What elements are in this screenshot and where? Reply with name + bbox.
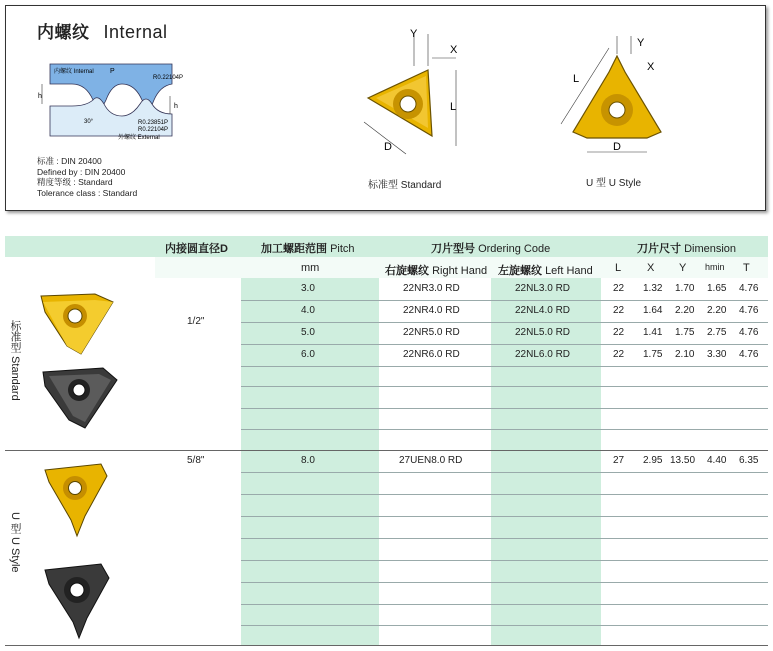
- note-defined-by: Defined by : DIN 20400: [37, 166, 126, 177]
- u-l-label: L: [573, 73, 580, 85]
- table-cell-right-code: 27UEN8.0 RD: [399, 455, 463, 466]
- table-cell-pitch: 5.0: [301, 327, 315, 338]
- row-line: [241, 582, 768, 583]
- u-style-insert-gold-photo: [41, 460, 111, 540]
- table-cell-T: 6.35: [739, 455, 759, 466]
- table-cell-right-code: 22NR6.0 RD: [403, 349, 460, 360]
- r1-label: R0.22104P: [153, 75, 184, 81]
- table-cell-Y: 1.70: [675, 283, 695, 294]
- table-cell-X: 1.75: [643, 349, 663, 360]
- table-cell-pitch: 4.0: [301, 305, 315, 316]
- subheader-T: T: [743, 262, 750, 274]
- table-cell-hmin: 4.40: [707, 455, 727, 466]
- row-line: [241, 408, 768, 409]
- u-style-insert-diagram: [551, 28, 681, 168]
- internal-label: 内螺纹 Internal: [54, 69, 94, 75]
- thread-profile-diagram: [32, 56, 202, 151]
- table-cell-L: 22: [613, 305, 625, 316]
- table-cell-pitch: 3.0: [301, 283, 315, 294]
- table-cell-Y: 2.10: [675, 349, 695, 360]
- row-line: [241, 366, 768, 367]
- row-line: [241, 516, 768, 517]
- header-dia: 内接圆直径D: [165, 243, 228, 255]
- h1-label: h: [174, 103, 178, 110]
- dia-standard: 1/2": [187, 316, 205, 327]
- title-cn: 内螺纹: [37, 23, 90, 42]
- subheader-L: L: [615, 262, 622, 274]
- subheader-mm: mm: [301, 262, 320, 274]
- table-cell-hmin: 2.20: [707, 305, 727, 316]
- note-accuracy: 精度等级 : Standard: [37, 177, 113, 187]
- subheader-left-hand: 左旋螺纹 Left Hand: [498, 265, 593, 277]
- thread-info-panel: [5, 5, 766, 211]
- u-y-label: Y: [637, 37, 645, 49]
- r3-label: R0.22104P: [138, 127, 169, 133]
- h-label: h: [38, 93, 42, 100]
- row-line: [241, 429, 768, 430]
- table-cell-T: 4.76: [739, 327, 759, 338]
- row-line: [241, 494, 768, 495]
- header-pitch: 加工螺距范围 Pitch: [261, 243, 355, 255]
- standard-notes: [37, 156, 137, 198]
- table-cell-X: 1.64: [643, 305, 663, 316]
- std-d-label: D: [384, 141, 392, 153]
- table-cell-hmin: 3.30: [707, 349, 727, 360]
- row-line: [241, 538, 768, 539]
- table-cell-left-code: 22NL3.0 RD: [515, 283, 571, 294]
- subheader-hmin: hmin: [705, 262, 725, 272]
- subheader-Y: Y: [679, 262, 687, 274]
- table-cell-hmin: 1.65: [707, 283, 727, 294]
- ordering-table: [5, 236, 768, 646]
- table-cell-Y: 13.50: [670, 455, 696, 466]
- section-label-standard: 标准型 Standard: [9, 320, 21, 401]
- row-line: [241, 560, 768, 561]
- standard-insert-gold-photo: [37, 288, 117, 363]
- table-cell-left-code: 22NL4.0 RD: [515, 305, 571, 316]
- page-title: [37, 18, 168, 43]
- table-cell-left-code: 22NL6.0 RD: [515, 349, 571, 360]
- u-style-insert-dark-photo: [39, 560, 113, 640]
- table-cell-pitch: 8.0: [301, 455, 315, 466]
- table-cell-L: 22: [613, 349, 625, 360]
- header-ordering-code: 刀片型号 Ordering Code: [431, 243, 551, 255]
- table-cell-Y: 1.75: [675, 327, 695, 338]
- table-cell-right-code: 22NR3.0 RD: [403, 283, 460, 294]
- table-cell-hmin: 2.75: [707, 327, 727, 338]
- subheader-X: X: [647, 262, 655, 274]
- dia-u-style: 5/8": [187, 455, 205, 466]
- r2-label: R0.23851P: [138, 120, 169, 126]
- note-tolerance: Tolerance class : Standard: [37, 187, 138, 198]
- u-x-label: X: [647, 61, 655, 73]
- table-cell-L: 22: [613, 327, 625, 338]
- external-label: 外螺纹 External: [118, 135, 160, 141]
- table-cell-pitch: 6.0: [301, 349, 315, 360]
- row-line: [241, 472, 768, 473]
- subheader-right-hand: 右旋螺纹 Right Hand: [385, 265, 488, 277]
- table-cell-left-code: 22NL5.0 RD: [515, 327, 571, 338]
- std-y-label: Y: [410, 28, 418, 40]
- header-dimension: 刀片尺寸 Dimension: [637, 243, 737, 255]
- table-cell-X: 1.32: [643, 283, 663, 294]
- table-cell-L: 22: [613, 283, 625, 294]
- u-d-label: D: [613, 141, 621, 153]
- standard-insert-dark-photo: [39, 364, 119, 434]
- standard-insert-diagram: [346, 26, 476, 166]
- p-label: P: [110, 68, 115, 75]
- table-cell-Y: 2.20: [675, 305, 695, 316]
- table-cell-T: 4.76: [739, 349, 759, 360]
- row-line: [241, 625, 768, 626]
- u-style-caption: U 型 U Style: [586, 178, 642, 189]
- angle-label: 30°: [84, 119, 94, 125]
- standard-caption: 标准型 Standard: [368, 180, 442, 191]
- std-x-label: X: [450, 44, 458, 56]
- table-cell-X: 2.95: [643, 455, 663, 466]
- row-line: [241, 386, 768, 387]
- table-cell-L: 27: [613, 455, 625, 466]
- table-cell-right-code: 22NR4.0 RD: [403, 305, 460, 316]
- section-label-u-style: U 型 U Style: [9, 512, 21, 573]
- table-bottom-line: [5, 645, 768, 646]
- note-standard: 标准 : DIN 20400: [37, 156, 102, 166]
- row-line: [241, 604, 768, 605]
- table-cell-T: 4.76: [739, 283, 759, 294]
- table-cell-right-code: 22NR5.0 RD: [403, 327, 460, 338]
- table-cell-X: 1.41: [643, 327, 663, 338]
- table-cell-T: 4.76: [739, 305, 759, 316]
- std-l-label: L: [450, 101, 457, 113]
- title-en: Internal: [103, 22, 168, 42]
